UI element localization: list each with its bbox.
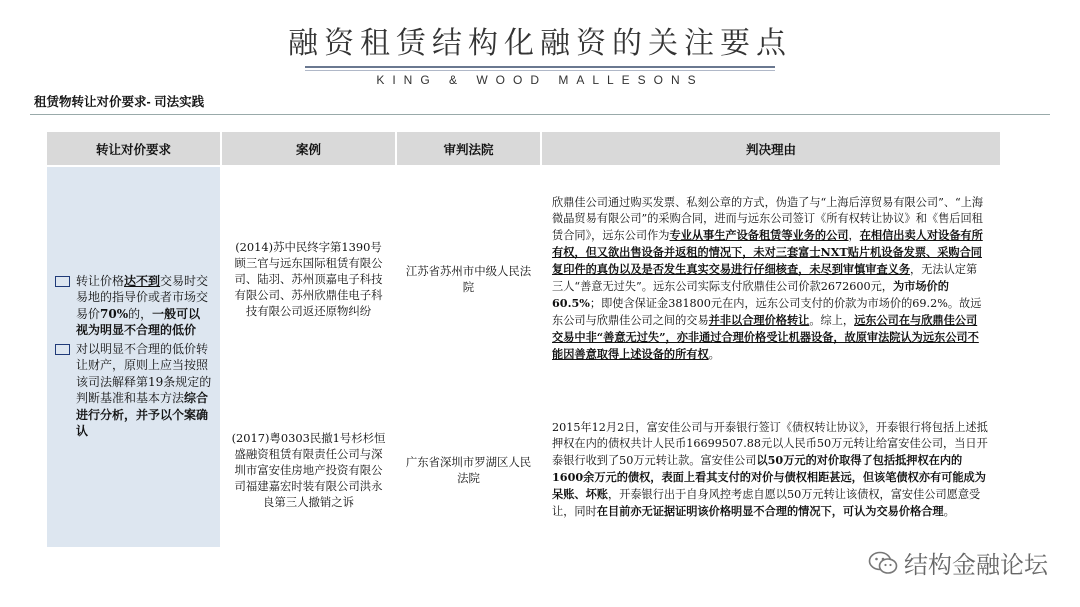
table-header-row <box>46 131 1001 166</box>
section-title: 租赁物转让对价要求- 司法实践 <box>34 95 205 109</box>
court-cell: 江苏省苏州市中级人民法院 <box>396 166 541 391</box>
watermark <box>868 545 1048 580</box>
reason-text: 2015年12月2日，富安佳公司与开泰银行签订《债权转让协议》，开泰银行将包括上述抵押权在内的债权共计人民币16699507.88元以人民币50万元转让给富安佳公司，当日开泰银行收到了50万元转让款。富安佳公司以50万元的对价取得了包括抵押权在内的1600余万元的债权，表面上看其支付的对价与债权相距甚远，但该笔债权亦有可能成为呆账、坏账，开泰银行出于自身风控考虑自愿以50万元转让该债权，富安佳公司愿意受让，同时在目前亦无证据证明该价格明显不合理的情况下，可认为交易价格合理。 <box>552 420 988 518</box>
title-divider <box>305 66 775 68</box>
case-cell: (2014)苏中民终字第1390号顾三官与远东国际租赁有限公司、陆羽、苏州顶嘉电子科技有限公司、苏州欣鼎佳电子科技有限公司返还原物纠纷 <box>221 166 396 391</box>
header-case: 案例 <box>221 131 396 166</box>
requirement-item: 转让价格达不到交易时交易地的指导价或者市场交易价70%的，一般可以视为明显不合理的低价 <box>55 273 212 339</box>
header-court: 审判法院 <box>396 131 541 166</box>
reason-cell <box>541 166 1001 391</box>
judgment-table <box>45 130 1002 549</box>
reason-text: 欣鼎佳公司通过购买发票、私刻公章的方式，伪造了与“上海后淳贸易有限公司”、“上海微晶贸易有限公司”的采购合同，进而与远东公司签订《所有权转让协议》和《售后回租赁合同》，远东公司作为专业从事生产设备租赁等业务的公司，在相信出卖人对设备有所有权，但又欲出售设备并返租的情况下，未对三套富士NXT贴片机设备发票、采购合同复印件的真伪以及是否发生真实交易进行仔细核查，未尽到审慎审查义务，无法认定第三人“善意无过失”。远东公司实际支付欣鼎佳公司价款2672600元，为市场价的60.5%；即使含保证金381800元在内，远东公司支付的价款为市场价的69.2%。故远东公司与欣鼎佳公司之间的交易并非以合理价格转让。综上，远东公司在与欣鼎佳公司交易中非“善意无过失”，亦非通过合理价格受让机器设备，故原审法院认为远东公司不能因善意取得上述设备的所有权。 <box>552 195 984 361</box>
header-requirement: 转让对价要求 <box>46 131 221 166</box>
watermark-text: 结构金融论坛 <box>904 551 1048 579</box>
page-title: 融资租赁结构化融资的关注要点 <box>288 26 792 61</box>
section-divider <box>30 114 1050 115</box>
court-cell: 广东省深圳市罗湖区人民法院 <box>396 391 541 548</box>
header-reason: 判决理由 <box>541 131 1001 166</box>
requirement-cell <box>46 166 221 548</box>
table-row <box>46 166 1001 391</box>
title-divider-thin <box>305 70 775 71</box>
square-bullet-icon <box>55 344 70 355</box>
reason-cell <box>541 391 1001 548</box>
requirement-item: 对以明显不合理的低价转让财产，原则上应当按照该司法解释第19条规定的判断基准和基本方法综合进行分析，并予以个案确认 <box>55 341 212 440</box>
case-cell: (2017)粤0303民撤1号杉杉恒盛融资租赁有限责任公司与深圳市富安佳房地产投资有限公司福建嘉宏时装有限公司洪永良第三人撤销之诉 <box>221 391 396 548</box>
firm-name: KING & WOOD MALLESONS <box>376 73 704 87</box>
wechat-icon <box>868 550 898 576</box>
square-bullet-icon <box>55 276 70 287</box>
